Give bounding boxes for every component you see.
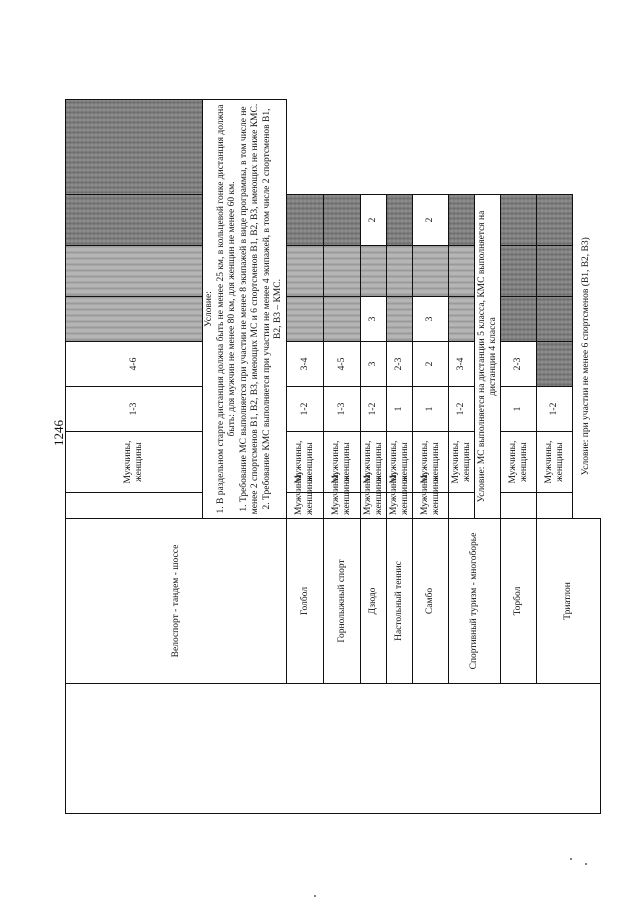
value-cell: 3 xyxy=(361,342,387,387)
value-cell xyxy=(66,195,203,246)
condition-line: 1. Требование МС выполняется при участии не менее 8 экипажей в виде программы, в том числе не менее 2 спортсменов В1, В2, В3, имеющих МС и 6 спортсменов В1, В2, В3, имеющих не ниже КМС. xyxy=(239,103,260,515)
sport-name: Торбол xyxy=(501,519,537,684)
value-cell xyxy=(287,246,324,297)
triathlon-condition: Условие: при участии не менее 6 спортсменов (В1, В2, В3) xyxy=(573,195,601,519)
spacer-cell xyxy=(449,493,475,519)
value-cell xyxy=(387,195,413,246)
condition-line: Условие: xyxy=(204,291,214,327)
value-cell: 3-4 xyxy=(287,342,324,387)
value-cell xyxy=(537,246,573,297)
value-cell xyxy=(449,246,475,297)
value-cell xyxy=(537,297,573,342)
page-number: 1246 xyxy=(51,420,66,446)
scan-speck xyxy=(585,863,587,865)
sport-name: Голбол xyxy=(287,519,324,684)
table-row-cycling xyxy=(66,100,203,814)
value-cell xyxy=(449,297,475,342)
gender-cell: Мужчины, женщины xyxy=(361,432,387,493)
value-cell: 1 xyxy=(501,387,537,432)
gender-cell: Мужчины, женщины xyxy=(66,432,203,493)
scan-speck xyxy=(570,858,572,860)
sport-name: Настольный теннис xyxy=(387,519,413,684)
value-cell: 1-2 xyxy=(287,387,324,432)
gender-cell: Мужчины, женщины xyxy=(324,493,361,519)
value-cell: 3 xyxy=(413,297,449,342)
spacer-cell xyxy=(537,493,573,519)
tourism-condition: Условие: МС выполняется на дистанции 5 класса, КМС выполняется на дистанции 4 класса xyxy=(475,195,501,519)
value-cell xyxy=(501,297,537,342)
value-cell xyxy=(537,342,573,387)
value-cell: 3 xyxy=(361,297,387,342)
value-cell: 1-3 xyxy=(66,387,203,432)
gender-cell: Мужчины, женщины xyxy=(413,493,449,519)
sport-name: Дзюдо xyxy=(361,519,387,684)
value-cell xyxy=(413,246,449,297)
sport-name: Триатлон xyxy=(537,519,601,684)
value-cell xyxy=(66,297,203,342)
gender-cell: Мужчины, женщины xyxy=(449,432,475,493)
value-cell: 1 xyxy=(387,387,413,432)
value-cell: 2 xyxy=(361,195,387,246)
rotated-table-wrapper xyxy=(65,100,592,814)
value-cell xyxy=(537,195,573,246)
gender-cell: Мужчины, женщины xyxy=(413,432,449,493)
value-cell xyxy=(501,246,537,297)
scan-speck xyxy=(314,895,316,897)
sport-name-cycling: Велоспорт - тандем - шоссе xyxy=(66,519,287,684)
value-cell xyxy=(387,297,413,342)
value-cell xyxy=(387,246,413,297)
value-cell: 4-6 xyxy=(66,342,203,387)
condition-line: 2. Требование КМС выполняется при участии не менее 4 экипажей, в том числе 2 спортсменов В1, В2, В3 – КМС. xyxy=(262,108,283,510)
gender-cell: Мужчины, женщины xyxy=(287,493,324,519)
gender-cell: Мужчины, женщины xyxy=(287,432,324,493)
gender-cell: Мужчины, женщины xyxy=(324,432,361,493)
gender-cell: Мужчины, женщины xyxy=(537,432,573,493)
value-cell: 2-3 xyxy=(387,342,413,387)
value-cell xyxy=(449,195,475,246)
value-cell xyxy=(501,195,537,246)
spacer-cell xyxy=(66,493,203,519)
value-cell: 1-2 xyxy=(449,387,475,432)
cycling-conditions xyxy=(203,100,287,519)
value-cell xyxy=(324,297,361,342)
value-cell: 1 xyxy=(413,387,449,432)
value-cell: 1-2 xyxy=(537,387,573,432)
sport-name: Горнолыжный спорт xyxy=(324,519,361,684)
value-cell: 4-5 xyxy=(324,342,361,387)
gender-cell: Мужчины, женщины xyxy=(387,493,413,519)
sport-name: Спортивный туризм - многоборье xyxy=(449,519,501,684)
value-cell xyxy=(287,195,324,246)
value-cell: 2-3 xyxy=(501,342,537,387)
gender-cell: Мужчины, женщины xyxy=(501,432,537,493)
value-cell xyxy=(361,246,387,297)
value-cell xyxy=(66,100,203,195)
gender-cell: Мужчины, женщины xyxy=(361,493,387,519)
value-cell: 3-4 xyxy=(449,342,475,387)
spacer-cell xyxy=(501,493,537,519)
condition-line: 1. В раздельном старте дистанция должна быть не менее 25 км, в кольцевой гонке дистанция должна быть: для мужчин не менее 80 км, для женщин не менее 60 км. xyxy=(216,104,237,514)
sport-name: Самбо xyxy=(413,519,449,684)
value-cell xyxy=(66,246,203,297)
value-cell: 1-3 xyxy=(324,387,361,432)
value-cell xyxy=(324,195,361,246)
value-cell: 2 xyxy=(413,342,449,387)
sports-norms-table xyxy=(65,99,601,814)
gender-cell: Мужчины, женщины xyxy=(387,432,413,493)
value-cell xyxy=(287,297,324,342)
blank-column xyxy=(66,684,601,814)
value-cell: 1-2 xyxy=(361,387,387,432)
value-cell xyxy=(324,246,361,297)
value-cell: 2 xyxy=(413,195,449,246)
